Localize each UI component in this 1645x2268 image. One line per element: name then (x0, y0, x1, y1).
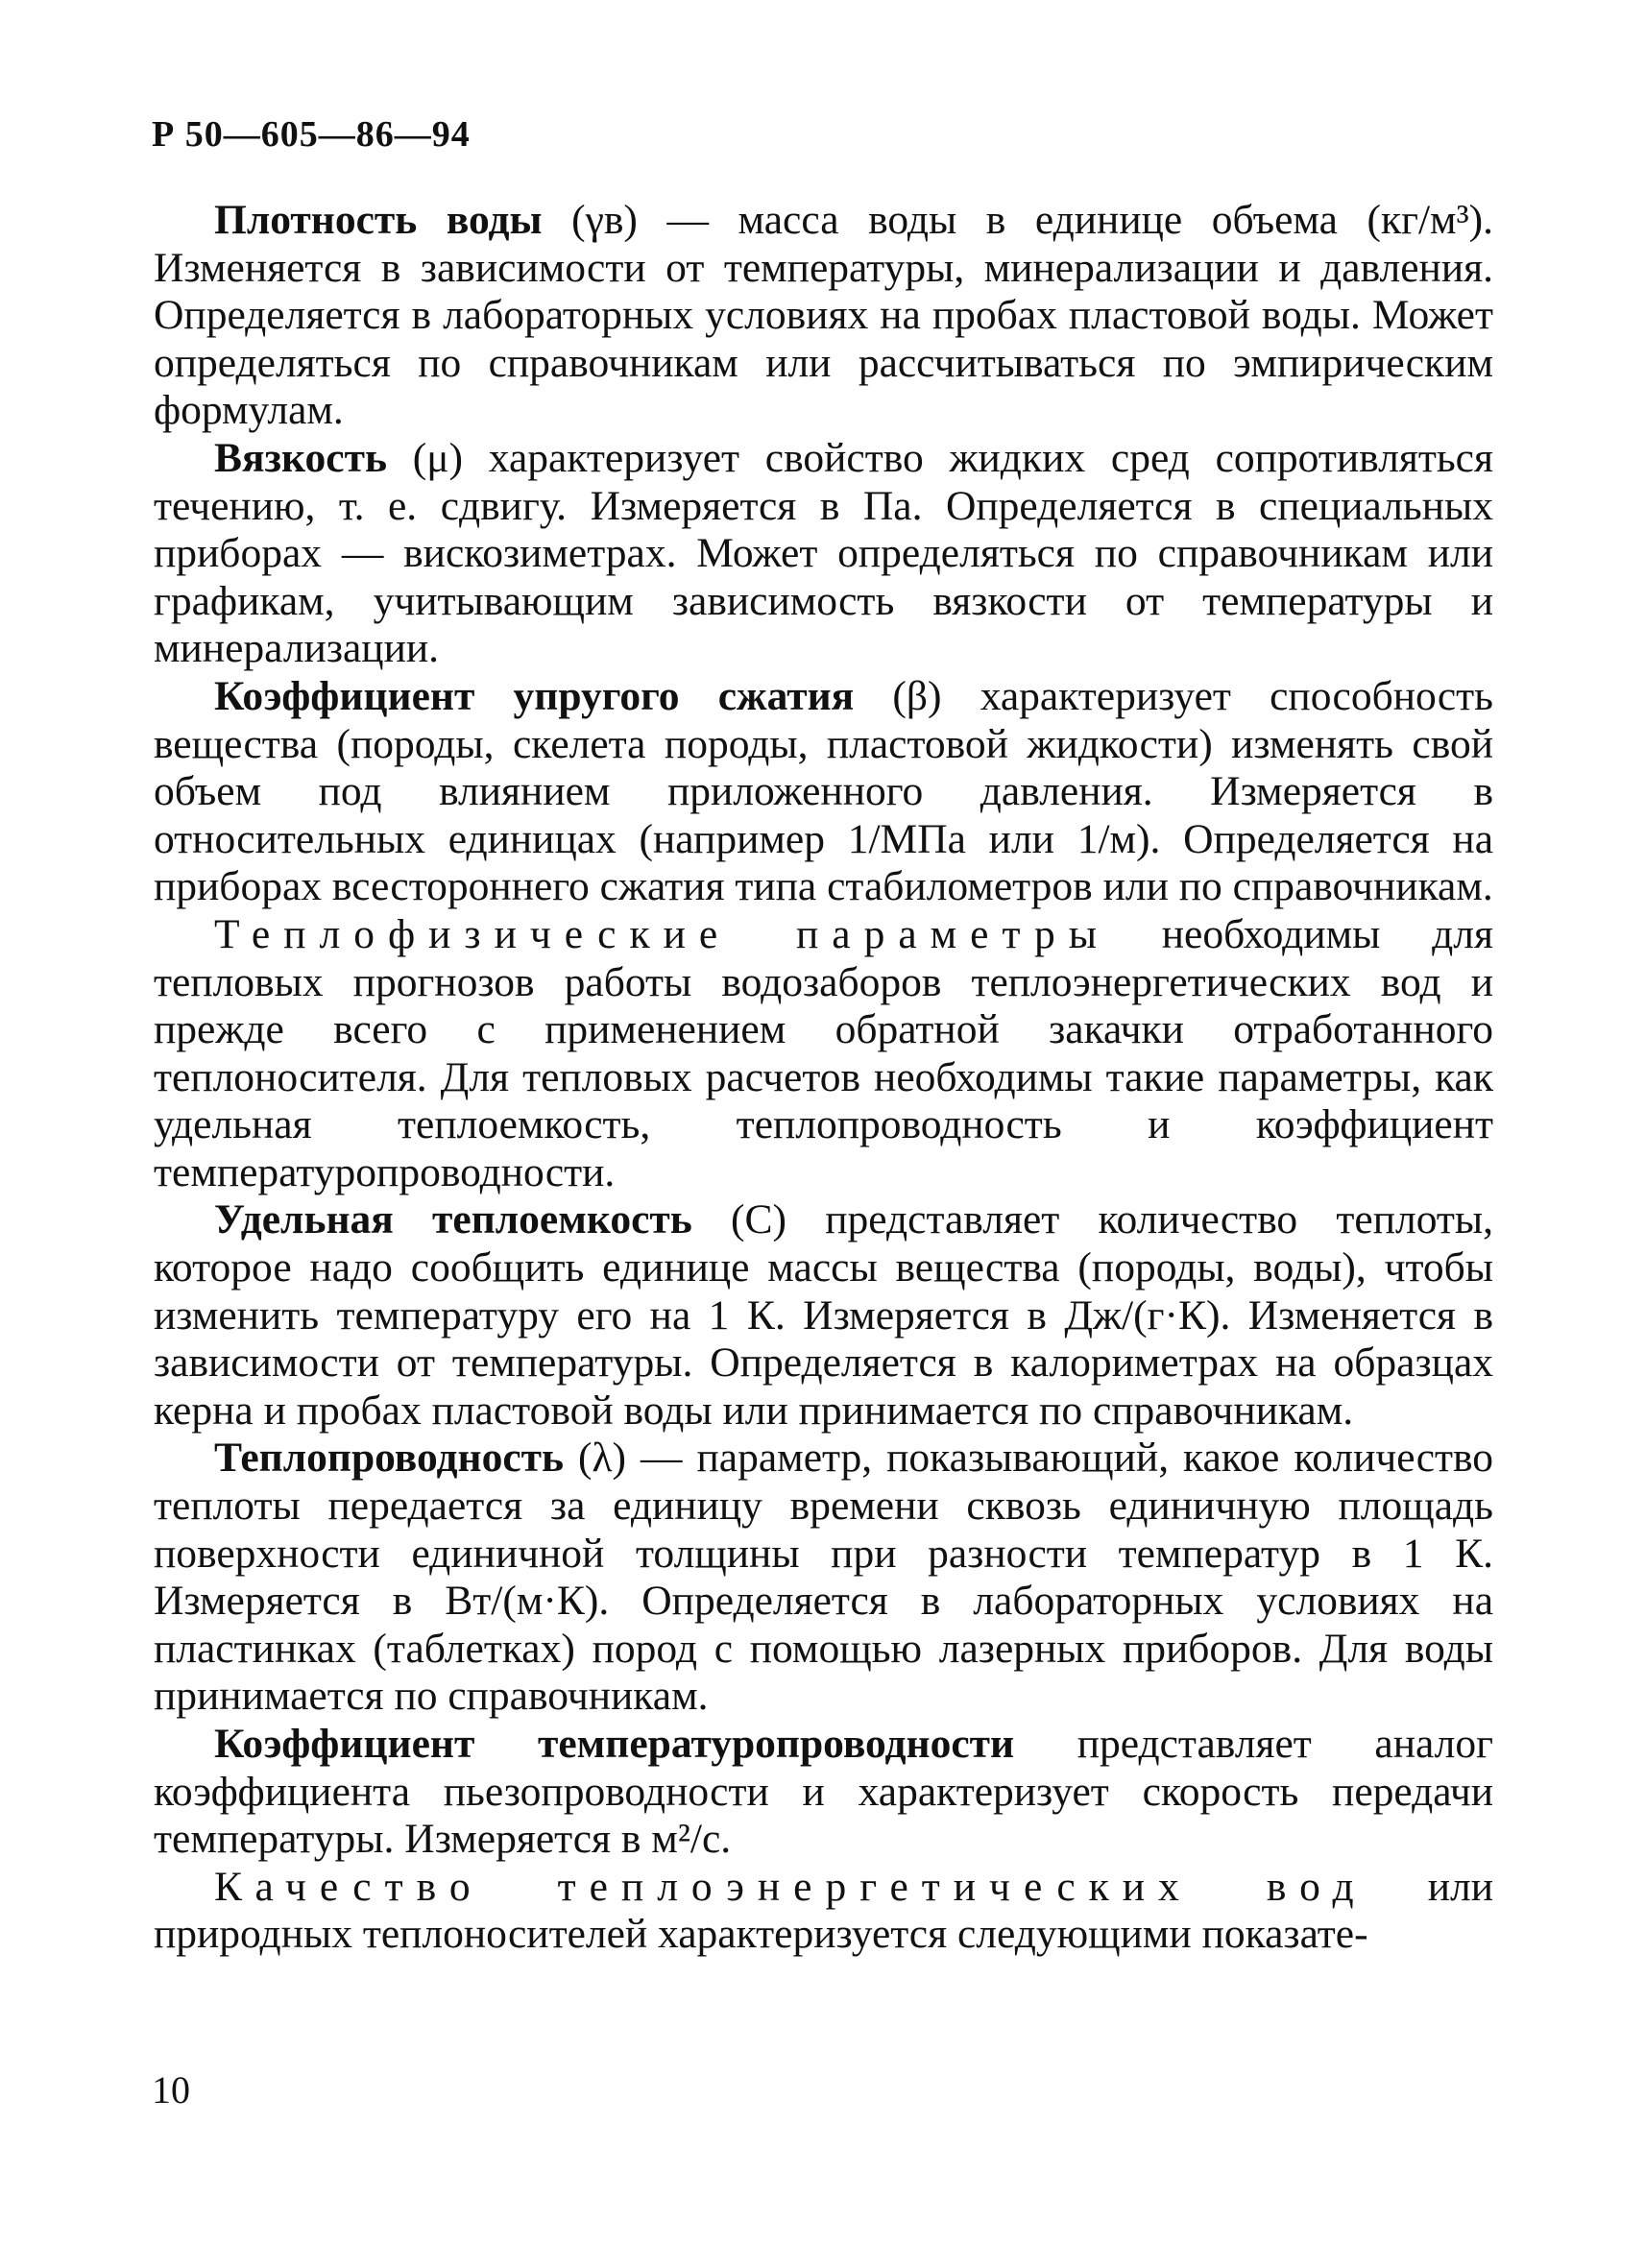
page-number: 10 (152, 2068, 190, 2111)
definition-viscosity: (μ) характеризует свойство жидких сред сопротивляться течению, т. е. сдвигу. Измеряется в Па. Определяется в специальных приборах — вискозиметрах. Может определяться по справочникам или графикам, учитывающим зависимость вязкости от температуры и минерализации. (154, 434, 1493, 672)
paragraph-heat-capacity (154, 1196, 1493, 1435)
paragraph-compressibility (154, 673, 1493, 911)
definition-thermophysical: необходимы для тепловых прогнозов работы водозаборов теплоэнергетических вод и прежде всего с применением обратной закачки отработанного теплоносителя. Для тепловых расчетов необходимы такие параметры, как удельная теплоемкость, теплопроводность и коэффициент температуропроводности. (154, 910, 1493, 1195)
definition-thermal-diffusivity: представляет аналог коэффициента пьезопроводности и характеризует скорость передачи температуры. Измеряется в м²/с. (154, 1721, 1493, 1863)
paragraph-thermophysical (154, 911, 1493, 1197)
term-thermophysical: Теплофизические параметры (214, 910, 1110, 957)
paragraph-water-density (154, 197, 1493, 435)
paragraph-water-quality (154, 1864, 1493, 1959)
paragraph-thermal-diffusivity (154, 1721, 1493, 1864)
definition-compressibility: (β) характеризует способность вещества (породы, скелета породы, пластовой жидкости) изменять свой объем под влиянием приложенного давления. Измеряется в относительных единицах (например 1/МПа или 1/м). Определяется на приборах всестороннего сжатия типа стабилометров или по справочникам. (154, 672, 1493, 910)
term-water-density: Плотность воды (214, 197, 543, 243)
term-thermal-diffusivity: Коэффициент температуропроводности (214, 1721, 1015, 1767)
document-code: Р 50—605—86—94 (152, 114, 471, 155)
paragraph-viscosity (154, 435, 1493, 673)
term-viscosity: Вязкость (214, 434, 387, 481)
term-water-quality: Качество теплоэнергетических вод (214, 1863, 1367, 1910)
definition-thermal-conductivity: (λ) — параметр, показывающий, какое количество теплоты передается за единицу времени сквозь единичную площадь поверхности единичной толщины при разности температур в 1 К. Измеряется в Вт/(м·К). Определяется в лабораторных условиях на пластинках (таблетках) пород с помощью лазерных приборов. Для воды принимается по справочникам. (154, 1435, 1493, 1720)
definition-water-density: (γв) — масса воды в единице объема (кг/м³). Изменяется в зависимости от температуры, минерализации и давления. Определяется в лабораторных условиях на пробах пластовой воды. Может определяться по справочникам или рассчитываться по эмпирическим формулам. (154, 197, 1493, 434)
term-compressibility: Коэффициент упругого сжатия (214, 672, 855, 719)
definition-water-quality: или природных теплоносителей характеризуется следующими показате- (154, 1863, 1493, 1958)
term-thermal-conductivity: Теплопроводность (214, 1435, 564, 1482)
paragraph-thermal-conductivity (154, 1435, 1493, 1721)
body-text (154, 197, 1493, 1959)
term-heat-capacity: Удельная теплоемкость (214, 1196, 692, 1243)
definition-heat-capacity: (C) представляет количество теплоты, которое надо сообщить единице массы вещества (породы, воды), чтобы изменить температуру его на 1 К. Измеряется в Дж/(г·К). Изменяется в зависимости от температуры. Определяется в калориметрах на образцах керна и пробах пластовой воды или принимается по справочникам. (154, 1196, 1494, 1434)
